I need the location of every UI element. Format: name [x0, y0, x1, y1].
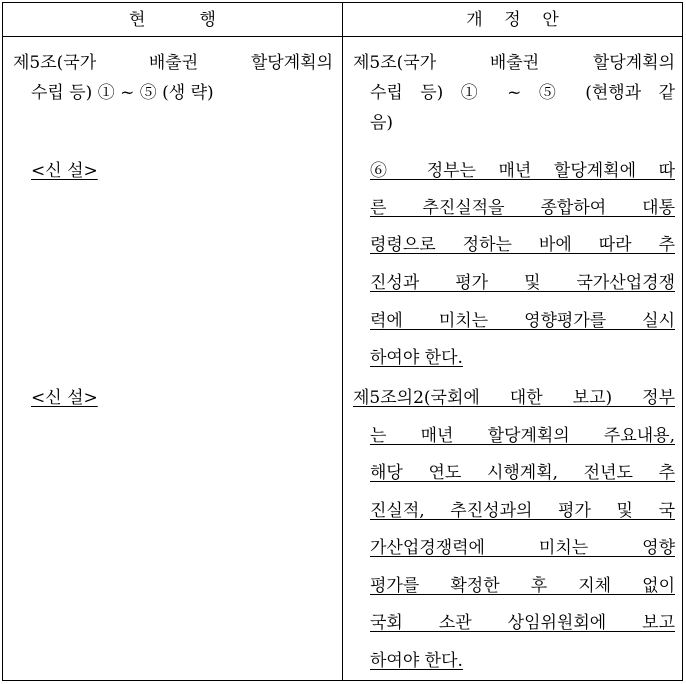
revised-p6-line: 진성과 평가 및 국가산업경쟁	[370, 273, 675, 293]
revised-p6-line: 령령으로 정하는 바에 따라 추	[370, 235, 675, 255]
revised-art5-line: 제5조(국가 배출권 할당계획의	[353, 53, 675, 73]
revised-art5-2-line: 평가를 확정한 후 지체 없이	[370, 576, 675, 596]
revised-art5-2-line: 하여야 한다.	[370, 651, 463, 671]
revised-art5-2-line: 해당 연도 시행계획, 전년도 추	[370, 463, 675, 483]
revised-art5-line: 음)	[370, 113, 394, 133]
current-art5-line: 수립 등) ① ~ ⑤ (생 략)	[31, 83, 214, 103]
header-revised: 개 정 안	[466, 10, 559, 30]
revised-p6-line: 하여야 한다.	[370, 348, 463, 368]
revised-art5-2-line: 가산업경쟁력에 미치는 영향	[370, 538, 675, 558]
current-new-marker: <신 설>	[31, 388, 98, 408]
revised-art5-2-line: 는 매년 할당계획의 주요내용,	[370, 426, 675, 446]
header-current: 현 행	[129, 10, 216, 30]
revised-art5-2-line: 국회 소관 상임위원회에 보고	[370, 613, 675, 633]
current-new-marker: <신 설>	[31, 161, 98, 181]
comparison-table	[2, 2, 683, 681]
revised-art5-2-line: 제5조의2(국회에 대한 보고) 정부	[353, 388, 675, 408]
revised-art5-line: 수립 등) ① ~ ⑤ (현행과 같	[370, 83, 675, 103]
revised-p6-line: ⑥ 정부는 매년 할당계획에 따	[370, 161, 675, 181]
revised-p6-line: 력에 미치는 영향평가를 실시	[370, 311, 675, 331]
current-art5-line: 제5조(국가 배출권 할당계획의	[13, 53, 333, 73]
column-divider	[342, 3, 343, 680]
revised-p6-line: 른 추진실적을 종합하여 대통	[370, 198, 675, 218]
revised-art5-2-line: 진실적, 추진성과의 평가 및 국	[370, 501, 675, 521]
